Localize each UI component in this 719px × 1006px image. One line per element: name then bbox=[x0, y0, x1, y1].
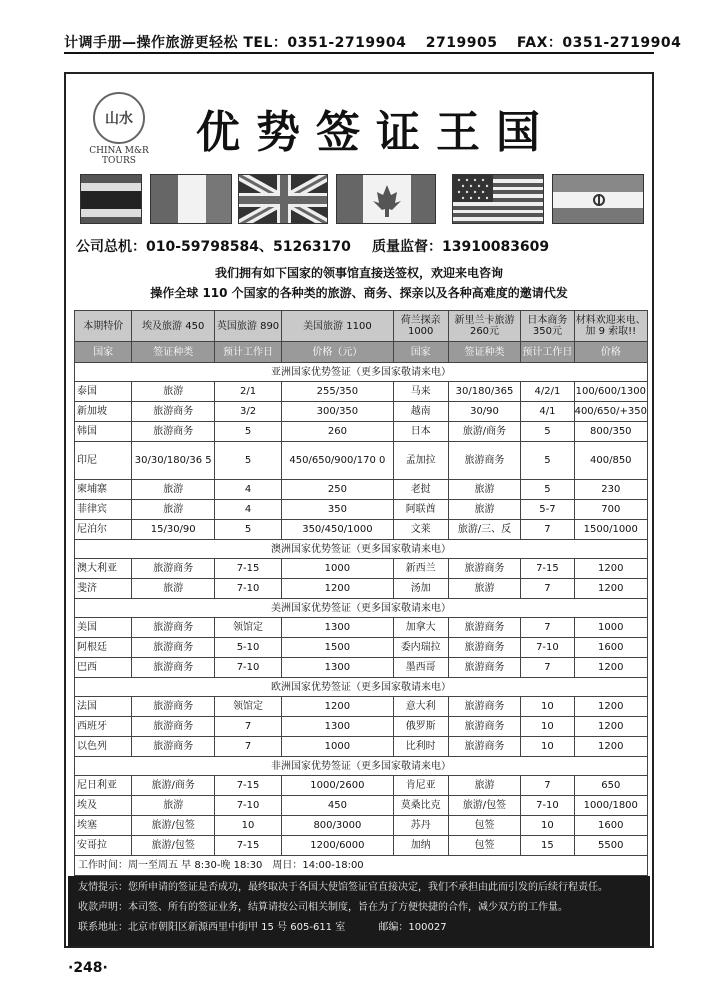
footer-address: 联系地址：北京市朝阳区新源西里中街甲 15 号 605-611 室 bbox=[78, 922, 346, 933]
visa-price-table bbox=[74, 310, 648, 876]
column-header: 预计工作日 bbox=[214, 342, 281, 363]
table-cell: 1300 bbox=[282, 618, 394, 638]
table-row bbox=[75, 796, 648, 816]
cost-cell: 美国旅游 1100 bbox=[282, 311, 394, 342]
table-cell: 旅游 bbox=[448, 776, 521, 796]
country-cell: 肯尼亚 bbox=[393, 776, 448, 796]
table-cell: 旅游商务 bbox=[448, 717, 521, 737]
table-cell: 10 bbox=[521, 737, 574, 757]
table-cell: 7-15 bbox=[214, 559, 281, 579]
table-row bbox=[75, 836, 648, 856]
country-cell: 美国 bbox=[75, 618, 132, 638]
table-row bbox=[75, 697, 648, 717]
table-cell: 旅游 bbox=[448, 579, 521, 599]
country-cell: 委内瑞拉 bbox=[393, 638, 448, 658]
country-cell: 新加坡 bbox=[75, 402, 132, 422]
table-cell: 旅游/三、反 bbox=[448, 520, 521, 540]
table-cell: 300/350 bbox=[282, 402, 394, 422]
cost-cell: 新里兰卡旅游 260元 bbox=[448, 311, 521, 342]
country-cell: 法国 bbox=[75, 697, 132, 717]
table-cell: 30/30/180/36 5 bbox=[132, 442, 215, 480]
table-cell: 旅游商务 bbox=[132, 717, 215, 737]
notice-line-2: 操作全球 110 个国家的各种类的旅游、商务、探亲以及各种高难度的邀请代发 bbox=[150, 286, 568, 300]
table-row bbox=[75, 559, 648, 579]
table-cell: 400/850 bbox=[574, 442, 647, 480]
table-cell: 1500/1000 bbox=[574, 520, 647, 540]
table-cell: 7-10 bbox=[521, 796, 574, 816]
thailand-flag-icon bbox=[80, 174, 142, 224]
table-cell: 400/650/+350 bbox=[574, 402, 647, 422]
table-cell: 7 bbox=[521, 776, 574, 796]
table-cell: 1500 bbox=[282, 638, 394, 658]
country-cell: 尼日利亚 bbox=[75, 776, 132, 796]
table-cell: 4 bbox=[214, 480, 281, 500]
work-hours-row bbox=[75, 856, 648, 876]
table-cell: 4/1 bbox=[521, 402, 574, 422]
table-cell: 10 bbox=[521, 717, 574, 737]
table-cell: 旅游商务 bbox=[448, 697, 521, 717]
table-cell: 旅游/包签 bbox=[132, 816, 215, 836]
table-cell: 1300 bbox=[282, 717, 394, 737]
table-cell: 7 bbox=[521, 579, 574, 599]
table-cell: 1300 bbox=[282, 658, 394, 678]
table-cell: 10 bbox=[214, 816, 281, 836]
special-price-row bbox=[75, 311, 648, 342]
work-hours: 工作时间：周一至周五 早 8:30-晚 18:30 周日：14:00-18:00 bbox=[75, 856, 648, 876]
country-cell: 莫桑比克 bbox=[393, 796, 448, 816]
page-header bbox=[64, 32, 682, 54]
country-cell: 埃及 bbox=[75, 796, 132, 816]
table-row bbox=[75, 579, 648, 599]
table-cell: 1600 bbox=[574, 816, 647, 836]
table-cell: 1200 bbox=[282, 579, 394, 599]
table-cell: 1200 bbox=[574, 559, 647, 579]
table-cell: 1000/2600 bbox=[282, 776, 394, 796]
logo-name-line2: TOURS bbox=[102, 156, 136, 166]
table-cell: 旅游商务 bbox=[132, 658, 215, 678]
notice-line-1: 我们拥有如下国家的领事馆直接送签权，欢迎来电咨询 bbox=[214, 266, 503, 280]
table-cell: 10 bbox=[521, 697, 574, 717]
section-title: 亚洲国家优势签证（更多国家敬请来电） bbox=[75, 363, 648, 382]
table-cell: 800/3000 bbox=[282, 816, 394, 836]
table-row bbox=[75, 442, 648, 480]
table-cell: 旅游商务 bbox=[448, 737, 521, 757]
footer-warning: 友情提示：您所申请的签证是否成功，最终取决于各国大使馆签证官直接决定，我们不承担由此而引发的后续行程责任。 bbox=[78, 882, 608, 893]
table-cell: 领馆定 bbox=[214, 697, 281, 717]
table-cell: 100/600/1300 bbox=[574, 382, 647, 402]
table-cell: 7 bbox=[214, 717, 281, 737]
table-cell: 4/2/1 bbox=[521, 382, 574, 402]
cost-cell: 材料欢迎来电、加 9 索取!! bbox=[574, 311, 647, 342]
table-cell: 230 bbox=[574, 480, 647, 500]
country-cell: 尼泊尔 bbox=[75, 520, 132, 540]
table-cell: 800/350 bbox=[574, 422, 647, 442]
contact-line bbox=[76, 236, 636, 256]
flag-strip bbox=[80, 174, 640, 230]
table-row bbox=[75, 776, 648, 796]
country-cell: 埃塞 bbox=[75, 816, 132, 836]
table-cell: 旅游 bbox=[132, 382, 215, 402]
table-cell: 7-10 bbox=[521, 638, 574, 658]
table-cell: 旅游商务 bbox=[448, 618, 521, 638]
country-cell: 斐济 bbox=[75, 579, 132, 599]
country-cell: 日本 bbox=[393, 422, 448, 442]
table-cell: 7-15 bbox=[521, 559, 574, 579]
table-cell: 1200 bbox=[574, 697, 647, 717]
table-cell: 旅游/商务 bbox=[132, 776, 215, 796]
table-cell: 旅游商务 bbox=[132, 559, 215, 579]
table-cell: 5 bbox=[214, 422, 281, 442]
section-title-row bbox=[75, 363, 648, 382]
table-cell: 7-10 bbox=[214, 658, 281, 678]
table-row bbox=[75, 638, 648, 658]
column-header: 签证种类 bbox=[132, 342, 215, 363]
table-cell: 4 bbox=[214, 500, 281, 520]
table-cell: 1000 bbox=[282, 737, 394, 757]
table-cell: 3/2 bbox=[214, 402, 281, 422]
quality-phone: 质量监督：13910083609 bbox=[372, 239, 550, 255]
logo-name-line1: CHINA M&R bbox=[89, 146, 149, 156]
table-cell: 5-7 bbox=[521, 500, 574, 520]
table-cell: 旅游商务 bbox=[448, 559, 521, 579]
table-cell: 260 bbox=[282, 422, 394, 442]
table-cell: 1000 bbox=[282, 559, 394, 579]
table-cell: 包签 bbox=[448, 836, 521, 856]
table-cell: 1000/1800 bbox=[574, 796, 647, 816]
table-cell: 5500 bbox=[574, 836, 647, 856]
table-cell: 5 bbox=[521, 422, 574, 442]
table-cell: 5-10 bbox=[214, 638, 281, 658]
table-cell: 1200 bbox=[574, 717, 647, 737]
table-row bbox=[75, 382, 648, 402]
table-row bbox=[75, 658, 648, 678]
visa-advertisement bbox=[64, 72, 654, 948]
country-cell: 印尼 bbox=[75, 442, 132, 480]
table-cell: 旅游 bbox=[132, 796, 215, 816]
country-cell: 新西兰 bbox=[393, 559, 448, 579]
column-header: 签证种类 bbox=[448, 342, 521, 363]
table-cell: 2/1 bbox=[214, 382, 281, 402]
uk-flag-icon bbox=[238, 174, 328, 224]
column-header: 预计工作日 bbox=[521, 342, 574, 363]
table-cell: 450 bbox=[282, 796, 394, 816]
table-cell: 700 bbox=[574, 500, 647, 520]
table-cell: 30/90 bbox=[448, 402, 521, 422]
country-cell: 意大利 bbox=[393, 697, 448, 717]
section-title: 澳洲国家优势签证（更多国家敬请来电） bbox=[75, 540, 648, 559]
country-cell: 加拿大 bbox=[393, 618, 448, 638]
section-title-row bbox=[75, 599, 648, 618]
table-cell: 7-10 bbox=[214, 796, 281, 816]
ad-title: 优势签证王国 bbox=[196, 107, 556, 158]
table-cell: 旅游 bbox=[448, 500, 521, 520]
table-cell: 7 bbox=[214, 737, 281, 757]
country-cell: 泰国 bbox=[75, 382, 132, 402]
footer-postcode: 邮编：100027 bbox=[378, 922, 447, 933]
section-title: 欧洲国家优势签证（更多国家敬请来电） bbox=[75, 678, 648, 697]
country-cell: 文莱 bbox=[393, 520, 448, 540]
table-cell: 15 bbox=[521, 836, 574, 856]
section-title-row bbox=[75, 540, 648, 559]
table-row bbox=[75, 618, 648, 638]
table-cell: 1600 bbox=[574, 638, 647, 658]
table-cell: 15/30/90 bbox=[132, 520, 215, 540]
table-cell: 旅游商务 bbox=[132, 697, 215, 717]
country-cell: 韩国 bbox=[75, 422, 132, 442]
table-cell: 1200 bbox=[574, 737, 647, 757]
country-cell: 俄罗斯 bbox=[393, 717, 448, 737]
table-cell: 旅游商务 bbox=[448, 442, 521, 480]
table-cell: 30/180/365 bbox=[448, 382, 521, 402]
table-cell: 旅游商务 bbox=[132, 422, 215, 442]
column-header: 国家 bbox=[75, 342, 132, 363]
page-number: ·248· bbox=[68, 960, 108, 976]
table-cell: 旅游商务 bbox=[132, 618, 215, 638]
table-cell: 255/350 bbox=[282, 382, 394, 402]
table-row bbox=[75, 422, 648, 442]
section-title-row bbox=[75, 757, 648, 776]
section-title-row bbox=[75, 678, 648, 697]
table-cell: 7-10 bbox=[214, 579, 281, 599]
table-cell: 250 bbox=[282, 480, 394, 500]
section-title: 非洲国家优势签证（更多国家敬请来电） bbox=[75, 757, 648, 776]
table-cell: 5 bbox=[214, 520, 281, 540]
table-cell: 350 bbox=[282, 500, 394, 520]
usa-flag-icon bbox=[452, 174, 544, 224]
table-row bbox=[75, 520, 648, 540]
table-cell: 1200 bbox=[282, 697, 394, 717]
table-cell: 旅游 bbox=[132, 480, 215, 500]
table-cell: 旅游 bbox=[132, 579, 215, 599]
cost-cell: 日本商务 350元 bbox=[521, 311, 574, 342]
country-cell: 阿联酋 bbox=[393, 500, 448, 520]
table-cell: 旅游 bbox=[448, 480, 521, 500]
footer-statement: 收款声明：本司签、所有的签证业务，结算请按公司相关制度，旨在为了方便快捷的合作，减少双方的工作量。 bbox=[78, 902, 568, 913]
table-cell: 7 bbox=[521, 658, 574, 678]
italy-flag-icon bbox=[150, 174, 232, 224]
table-row bbox=[75, 402, 648, 422]
table-cell: 1000 bbox=[574, 618, 647, 638]
general-phone: 公司总机：010-59798584、51263170 bbox=[76, 239, 351, 255]
country-cell: 安哥拉 bbox=[75, 836, 132, 856]
table-cell: 7 bbox=[521, 520, 574, 540]
footer-notice bbox=[68, 876, 650, 946]
country-cell: 阿根廷 bbox=[75, 638, 132, 658]
canada-flag-icon bbox=[336, 174, 436, 224]
table-cell: 旅游/商务 bbox=[448, 422, 521, 442]
tel-text: TEL：0351-2719904 bbox=[243, 35, 407, 51]
cost-cell: 荷兰探亲 1000 bbox=[393, 311, 448, 342]
table-cell: 5 bbox=[521, 442, 574, 480]
country-cell: 加纳 bbox=[393, 836, 448, 856]
table-cell: 旅游/包签 bbox=[448, 796, 521, 816]
table-cell: 1200 bbox=[574, 658, 647, 678]
header-rule bbox=[64, 52, 654, 54]
country-cell: 汤加 bbox=[393, 579, 448, 599]
table-cell: 5 bbox=[214, 442, 281, 480]
table-cell: 旅游商务 bbox=[132, 638, 215, 658]
logo-mark: 山水 bbox=[93, 92, 145, 144]
cost-cell: 本期特价 bbox=[75, 311, 132, 342]
country-cell: 巴西 bbox=[75, 658, 132, 678]
country-cell: 澳大利亚 bbox=[75, 559, 132, 579]
brand-text: 计调手册—操作旅游更轻松 bbox=[64, 35, 238, 51]
country-cell: 柬埔寨 bbox=[75, 480, 132, 500]
table-cell: 旅游商务 bbox=[132, 737, 215, 757]
table-cell: 1200 bbox=[574, 579, 647, 599]
table-cell: 包签 bbox=[448, 816, 521, 836]
table-cell: 650 bbox=[574, 776, 647, 796]
cost-cell: 英国旅游 890 bbox=[214, 311, 281, 342]
table-cell: 旅游商务 bbox=[132, 402, 215, 422]
country-cell: 菲律宾 bbox=[75, 500, 132, 520]
table-cell: 7-15 bbox=[214, 776, 281, 796]
country-cell: 老挝 bbox=[393, 480, 448, 500]
country-cell: 西班牙 bbox=[75, 717, 132, 737]
table-cell: 1200/6000 bbox=[282, 836, 394, 856]
table-cell: 450/650/900/170 0 bbox=[282, 442, 394, 480]
table-header-row bbox=[75, 342, 648, 363]
column-header: 价格 bbox=[574, 342, 647, 363]
column-header: 价格（元） bbox=[282, 342, 394, 363]
table-cell: 350/450/1000 bbox=[282, 520, 394, 540]
country-cell: 越南 bbox=[393, 402, 448, 422]
table-cell: 领馆定 bbox=[214, 618, 281, 638]
table-row bbox=[75, 500, 648, 520]
column-header: 国家 bbox=[393, 342, 448, 363]
table-row bbox=[75, 737, 648, 757]
table-row bbox=[75, 816, 648, 836]
table-cell: 旅游/包签 bbox=[132, 836, 215, 856]
tel-extra-text: 2719905 bbox=[425, 35, 498, 51]
fax-text: FAX：0351-2719904 bbox=[516, 35, 682, 51]
country-cell: 比利时 bbox=[393, 737, 448, 757]
table-cell: 7 bbox=[521, 618, 574, 638]
country-cell: 以色列 bbox=[75, 737, 132, 757]
table-cell: 5 bbox=[521, 480, 574, 500]
cost-cell: 埃及旅游 450 bbox=[132, 311, 215, 342]
table-row bbox=[75, 717, 648, 737]
country-cell: 苏丹 bbox=[393, 816, 448, 836]
table-cell: 旅游商务 bbox=[448, 658, 521, 678]
footer-address-line bbox=[78, 918, 640, 938]
country-cell: 孟加拉 bbox=[393, 442, 448, 480]
section-title: 美洲国家优势签证（更多国家敬请来电） bbox=[75, 599, 648, 618]
table-cell: 旅游商务 bbox=[448, 638, 521, 658]
table-cell: 7-15 bbox=[214, 836, 281, 856]
company-logo bbox=[74, 88, 164, 178]
table-row bbox=[75, 480, 648, 500]
iran-flag-icon bbox=[552, 174, 644, 224]
table-cell: 旅游 bbox=[132, 500, 215, 520]
table-cell: 10 bbox=[521, 816, 574, 836]
country-cell: 马来 bbox=[393, 382, 448, 402]
country-cell: 墨西哥 bbox=[393, 658, 448, 678]
